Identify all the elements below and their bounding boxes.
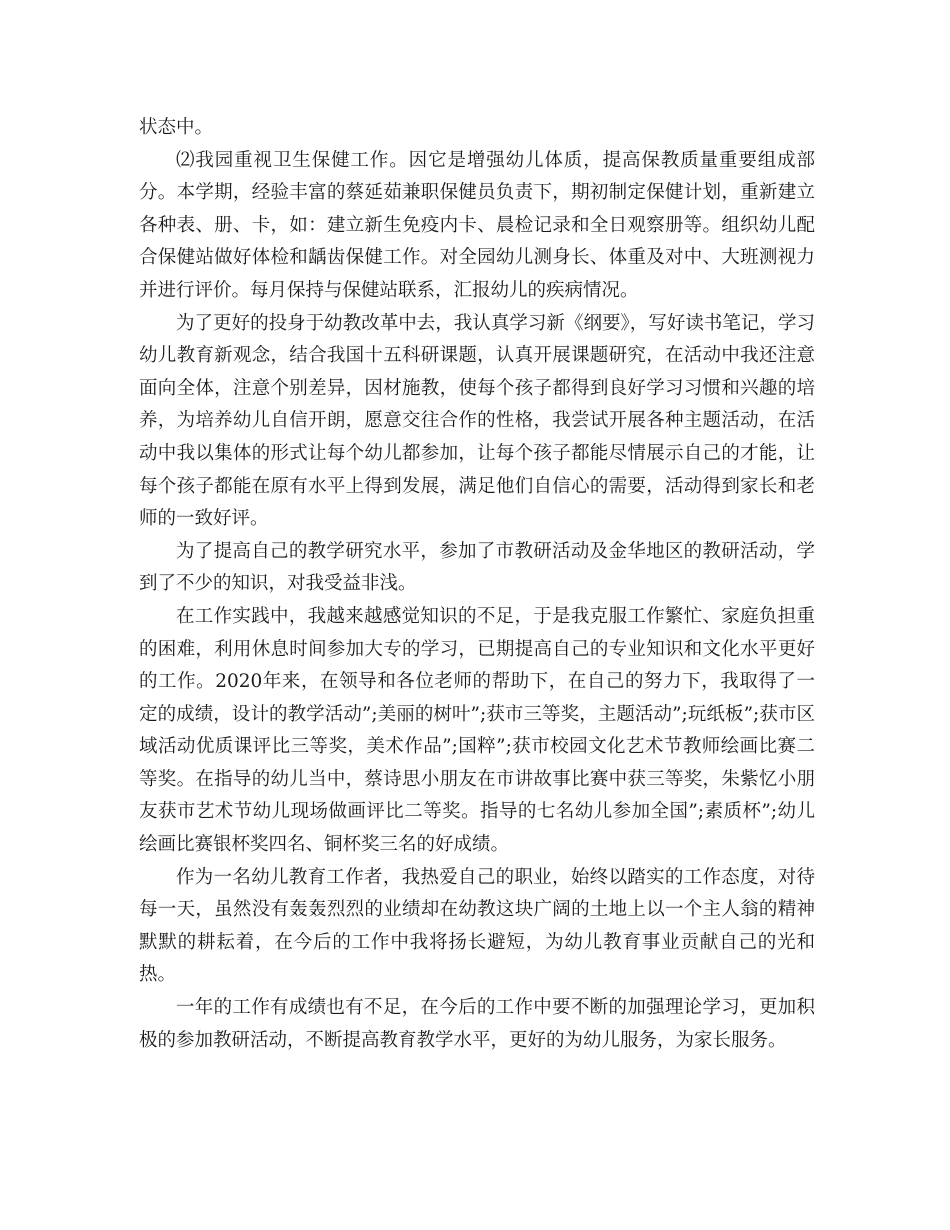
paragraph-5: 在工作实践中，我越来越感觉知识的不足，于是我克服工作繁忙、家庭负担重的困难，利用休息时间参加大专的学习，已期提高自己的专业知识和文化水平更好的工作。2020年来，在领导和各位老师的帮助下，在自己的努力下，我取得了一定的成绩，设计的教学活动”;美丽的树叶”;获市三等奖，主题活动”;玩纸板”;获市区域活动优质课评比三等奖，美术作品”;国粹”;获市校园文化艺术节教师绘画比赛二等奖。在指导的幼儿当中，蔡诗思小朋友在市讲故事比赛中获三等奖，朱紫忆小朋友获市艺术节幼儿现场做画评比二等奖。指导的七名幼儿参加全国”;素质杯”;幼儿绘画比赛银杯奖四名、铜杯奖三名的好成绩。 [139, 605, 816, 856]
paragraph-4: 为了提高自己的教学研究水平，参加了市教研活动及金华地区的教研活动，学到了不少的知识，对我受益非浅。 [139, 540, 815, 595]
paragraph-1: 状态中。 [139, 117, 214, 138]
paragraph-2: ⑵我园重视卫生保健工作。因它是增强幼儿体质，提高保教质量重要组成部分。本学期，经验丰富的蔡延茹兼职保健员负责下，期初制定保健计划，重新建立各种表、册、卡，如：建立新生免疫内卡、晨检记录和全日观察册等。组织幼儿配合保健站做好体检和龋齿保健工作。对全园幼儿测身长、体重及对中、大班测视力并进行评价。每月保持与保健站联系，汇报幼儿的疾病情况。 [139, 149, 815, 301]
paragraph-6: 作为一名幼儿教育工作者，我热爱自己的职业，始终以踏实的工作态度，对待每一天，虽然没有轰轰烈烈的业绩却在幼教这块广阔的土地上以一个主人翁的精神默默的耕耘着，在今后的工作中我将扬长避短，为幼儿教育事业贡献自己的光和热。 [139, 866, 815, 986]
document-body [139, 112, 815, 1057]
paragraph-7: 一年的工作有成绩也有不足，在今后的工作中要不断的加强理论学习，更加积极的参加教研活动，不断提高教育教学水平，更好的为幼儿服务，为家长服务。 [139, 997, 815, 1051]
paragraph-3: 为了更好的投身于幼教改革中去，我认真学习新《纲要》，写好读书笔记，学习幼儿教育新观念，结合我国十五科研课题，认真开展课题研究，在活动中我还注意面向全体，注意个别差异，因材施教，使每个孩子都得到良好学习习惯和兴趣的培养，为培养幼儿自信开朗，愿意交往合作的性格，我尝试开展各种主题活动，在活动中我以集体的形式让每个幼儿都参加，让每个孩子都能尽情展示自己的才能，让每个孩子都能在原有水平上得到发展，满足他们自信心的需要，活动得到家长和老师的一致好评。 [139, 312, 815, 530]
